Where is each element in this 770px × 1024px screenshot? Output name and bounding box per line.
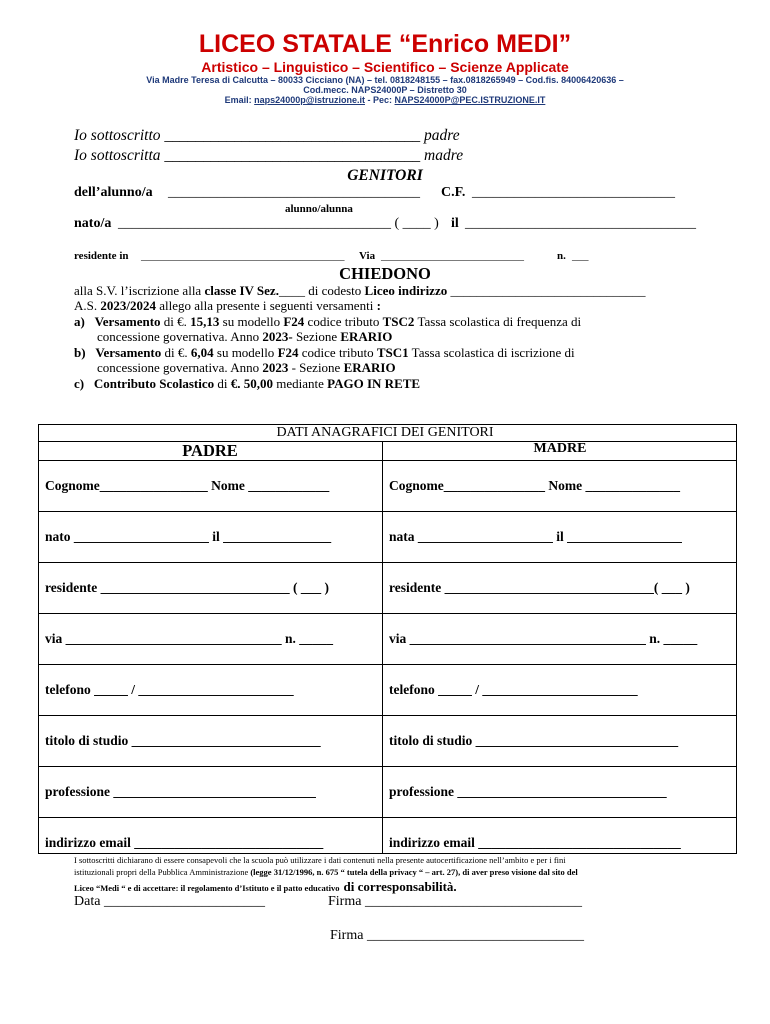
alunno-field[interactable]: ____________________________________ (168, 185, 420, 200)
email-link[interactable]: naps24000p@istruzione.it (254, 95, 365, 105)
padre-field[interactable]: Cognome________________ Nome ____________ (45, 478, 330, 493)
item-b-year: 2023 (262, 360, 289, 375)
email-label: Email: (224, 95, 252, 105)
chiedono-heading: CHIEDONO (339, 264, 431, 283)
privacy-note-text: istituzionali propri della Pubblica Amministrazione (74, 867, 249, 877)
classe-label: classe IV Sez. (204, 283, 279, 298)
colon: : (376, 298, 381, 313)
table-row-divider (38, 562, 737, 563)
madre-field[interactable]: professione _______________________________ (389, 784, 667, 799)
madre-field[interactable]: titolo di studio ______________________________ (389, 733, 679, 748)
as-label: A.S. (74, 298, 98, 313)
item-c-text: mediante (276, 376, 324, 391)
item-a-cont (97, 329, 392, 345)
item-a-marker: a) (74, 314, 85, 329)
item-a-model: F24 (283, 314, 305, 329)
table-column-divider (382, 441, 383, 854)
indirizzo-label: Liceo indirizzo (364, 283, 448, 298)
item-c-pago: PAGO IN RETE (327, 376, 421, 391)
item-a-erario: ERARIO (340, 329, 393, 344)
firma-line-2 (330, 928, 584, 944)
padre-line-suffix: padre (424, 127, 460, 144)
nato-label: nato/a (74, 216, 112, 231)
padre-field[interactable]: professione ______________________________ (45, 784, 316, 799)
padre-heading: PADRE (182, 441, 238, 460)
residente-field[interactable]: _____________________________________ (141, 250, 345, 262)
nato-field[interactable]: _______________________________________ ( ____ ) (118, 216, 439, 231)
item-c-text: di (217, 376, 228, 391)
n-field[interactable]: ___ (572, 250, 589, 262)
pec-link[interactable]: NAPS24000P@PEC.ISTRUZIONE.IT (394, 95, 546, 105)
school-subtitle: Artistico – Linguistico – Scientifico – Scienze Applicate (201, 59, 569, 75)
contact-line (0, 95, 770, 105)
anno-scolastico: 2023/2024 (100, 298, 156, 313)
privacy-note-2 (74, 867, 578, 877)
address-line-1: Via Madre Teresa di Calcutta – 80033 Cicciano (NA) – tel. 0818248155 – fax.0818265949 – Cod.fis. 84006420636 – (146, 75, 624, 85)
request-line-2 (74, 298, 381, 314)
request-line-1 (74, 283, 645, 299)
n-label: n. (557, 250, 566, 262)
madre-field[interactable]: via ___________________________________ n. _____ (389, 631, 698, 646)
item-a-text: Tassa scolastica di frequenza di (417, 314, 582, 329)
school-title: LICEO STATALE “Enrico MEDI” (198, 30, 572, 58)
padre-field[interactable]: nato ____________________ il ________________ (45, 529, 332, 544)
il-label: il (451, 216, 459, 231)
privacy-note-corresponsabilita: di corresponsabilità. (343, 879, 457, 894)
item-b-versamento: Versamento (95, 345, 162, 360)
item-a-text: concessione governativa. Anno (97, 329, 260, 344)
alunno-caption: alunno/alunna (285, 203, 353, 215)
item-b-text: concessione governativa. Anno (97, 360, 260, 375)
firma-field[interactable]: _______________________________ (366, 928, 584, 943)
sezione-field[interactable]: ____ di codesto (278, 283, 362, 298)
item-a-text: di €. (163, 314, 187, 329)
padre-field[interactable]: titolo di studio ____________________________ (45, 733, 321, 748)
padre-name-field[interactable]: _________________________________ (164, 127, 421, 144)
padre-field[interactable]: indirizzo email ____________________________ (45, 835, 324, 850)
madre-field[interactable]: residente _______________________________( ___ ) (389, 580, 690, 595)
item-c-amount: €. 50,00 (230, 376, 273, 391)
allego-text: allego alla presente i seguenti versamenti (159, 298, 374, 313)
indirizzo-field[interactable]: ______________________________ (450, 283, 646, 298)
via-label: Via (359, 250, 376, 262)
item-b-model: F24 (277, 345, 299, 360)
privacy-note-law: (legge 31/12/1996, n. 675 “ tutela della privacy “ – art. 27), (250, 867, 461, 877)
item-a-text: Sezione (295, 329, 338, 344)
genitori-heading: GENITORI (347, 167, 423, 184)
item-a-versamento: Versamento (94, 314, 161, 329)
privacy-note-text: Liceo “Medi “ e di accettare: il regolamento d’Istituto e il patto educativo (74, 883, 340, 893)
table-row-divider (38, 460, 737, 461)
madre-field[interactable]: indirizzo email ______________________________ (389, 835, 681, 850)
data-line (74, 894, 265, 910)
alunno-line (74, 185, 153, 201)
data-label: Data (74, 894, 101, 909)
pec-label: - Pec: (367, 95, 393, 105)
item-a-year: 2023- (262, 329, 293, 344)
request-text: alla S.V. l’iscrizione alla (74, 283, 202, 298)
item-b-text: di €. (164, 345, 188, 360)
item-b-erario: ERARIO (343, 360, 396, 375)
padre-line-prefix: Io sottoscritto (74, 127, 161, 144)
privacy-note-text: di aver preso visione dal sito del (462, 867, 578, 877)
madre-field[interactable]: Cognome_______________ Nome ______________ (389, 478, 680, 493)
item-c (74, 376, 420, 392)
cf-field[interactable]: _____________________________ (472, 185, 675, 200)
item-b (74, 345, 575, 361)
address-line-2: Cod.mecc. NAPS24000P – Distretto 30 (303, 85, 467, 95)
firma-field[interactable]: _______________________________ (364, 894, 582, 909)
firma-label: Firma (328, 894, 362, 909)
item-b-text: su modello (216, 345, 275, 360)
cf-label: C.F. (441, 185, 466, 200)
residente-label: residente in (74, 250, 129, 262)
madre-heading: MADRE (533, 441, 587, 456)
table-row-divider (38, 766, 737, 767)
madre-field[interactable]: telefono _____ / _______________________ (389, 682, 638, 697)
item-a-text: codice tributo (307, 314, 380, 329)
padre-field[interactable]: residente ____________________________ ( ___ ) (45, 580, 329, 595)
item-a-text: su modello (222, 314, 281, 329)
padre-line (74, 127, 460, 145)
alunno-label: dell’alunno/a (74, 185, 153, 200)
item-b-cont (97, 360, 396, 376)
firma-line-1 (328, 894, 582, 910)
madre-line-suffix: madre (424, 147, 464, 164)
table-row-divider (38, 715, 737, 716)
madre-field[interactable]: nata ____________________ il _________________ (389, 529, 682, 544)
item-a-amount: 15,13 (190, 314, 220, 329)
table-row-divider (38, 664, 737, 665)
madre-line (74, 147, 463, 165)
firma-label: Firma (330, 928, 364, 943)
item-b-text: Tassa scolastica di iscrizione di (411, 345, 575, 360)
data-field[interactable]: _______________________ (103, 894, 265, 909)
padre-field[interactable]: telefono _____ / _______________________ (45, 682, 294, 697)
item-b-amount: 6,04 (190, 345, 214, 360)
privacy-note-1: I sottoscritti dichiarano di essere consapevoli che la scuola può utilizzare i dati contenuti nella presente autocertificazione nell’ambito e per i fini (74, 855, 566, 865)
madre-name-field[interactable]: _________________________________ (164, 147, 421, 164)
item-c-contributo: Contributo Scolastico (93, 376, 215, 391)
madre-line-prefix: Io sottoscritta (74, 147, 161, 164)
il-field[interactable]: _________________________________ (465, 216, 696, 231)
item-b-text: - Sezione (291, 360, 341, 375)
table-row-divider (38, 613, 737, 614)
padre-field[interactable]: via ________________________________ n. _____ (45, 631, 334, 646)
table-heading: DATI ANAGRAFICI DEI GENITORI (276, 425, 494, 440)
item-a-code: TSC2 (382, 314, 415, 329)
table-row-divider (38, 511, 737, 512)
item-c-marker: c) (74, 376, 85, 391)
item-b-marker: b) (74, 345, 86, 360)
table-row-divider (38, 817, 737, 818)
item-b-text: codice tributo (301, 345, 374, 360)
item-b-code: TSC1 (376, 345, 409, 360)
via-field[interactable]: __________________________ (381, 250, 524, 262)
item-a (74, 314, 581, 330)
